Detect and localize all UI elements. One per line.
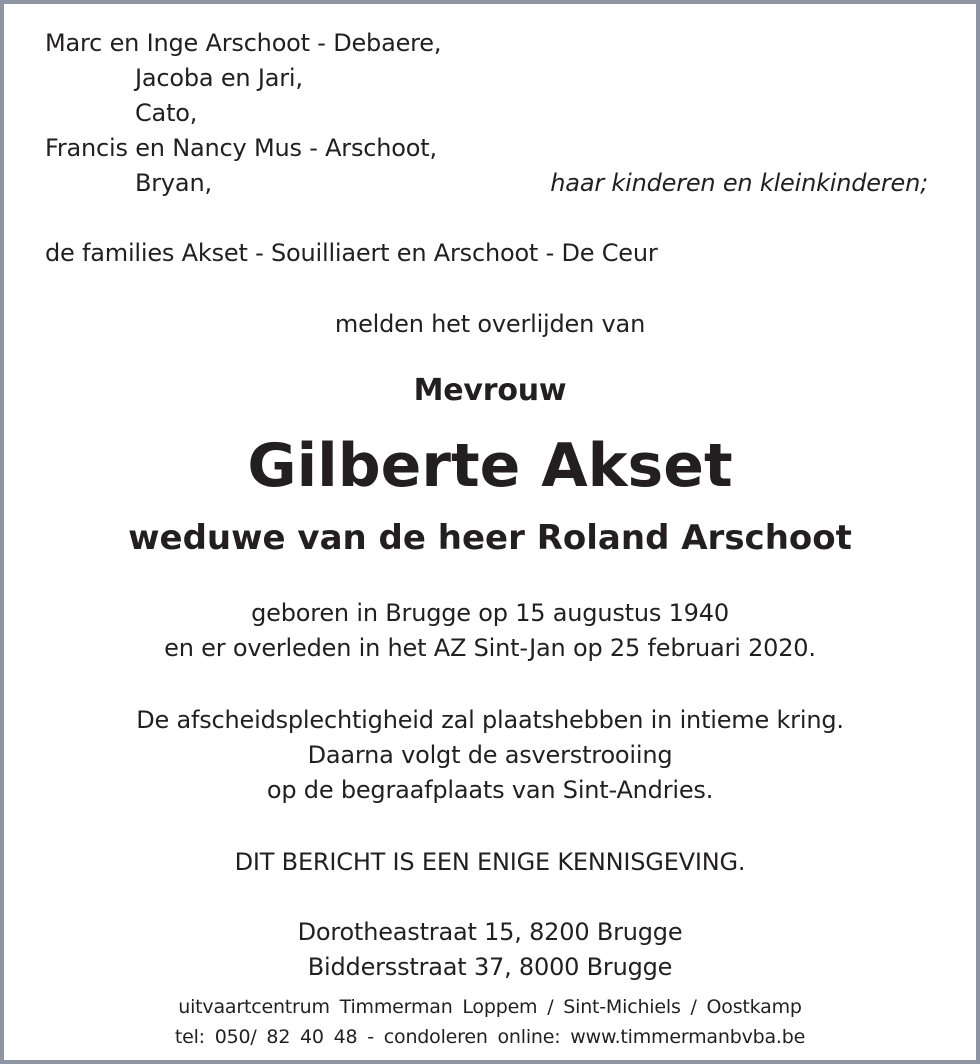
- relation-text: haar kinderen en kleinkinderen;: [550, 169, 928, 197]
- notice-line: DIT BERICHT IS EEN ENIGE KENNISGEVING.: [234, 848, 746, 876]
- widow-of-line: weduwe van de heer Roland Arschoot: [128, 518, 852, 558]
- honorific: Mevrouw: [413, 373, 567, 408]
- birth-line: geboren in Brugge op 15 augustus 1940: [251, 599, 729, 627]
- family-line-1: Marc en Inge Arschoot - Debaere,: [45, 29, 442, 57]
- address-2: Biddersstraat 37, 8000 Brugge: [307, 953, 673, 981]
- ceremony-line-2: Daarna volgt de asverstrooiing: [307, 741, 673, 769]
- deceased-name: Gilberte Akset: [247, 431, 733, 501]
- funeral-home-line-2: tel: 050/ 82 40 48 - condoleren online: www.timmermanbvba.be: [174, 1026, 806, 1048]
- family-line-5: Bryan,: [135, 169, 212, 197]
- family-line-3: Cato,: [135, 99, 198, 127]
- family-line-2: Jacoba en Jari,: [135, 64, 303, 92]
- funeral-home-line-1: uitvaartcentrum Timmerman Loppem / Sint-Michiels / Oostkamp: [178, 996, 802, 1018]
- address-1: Dorotheastraat 15, 8200 Brugge: [297, 918, 683, 946]
- family-line-4: Francis en Nancy Mus - Arschoot,: [45, 134, 437, 162]
- death-line: en er overleden in het AZ Sint-Jan op 25 februari 2020.: [164, 634, 816, 662]
- ceremony-line-1: De afscheidsplechtigheid zal plaatshebben in intieme kring.: [136, 706, 844, 734]
- intro-text: melden het overlijden van: [334, 310, 646, 338]
- families-line: de families Akset - Souilliaert en Arschoot - De Ceur: [45, 239, 658, 267]
- ceremony-line-3: op de begraafplaats van Sint-Andries.: [266, 776, 714, 804]
